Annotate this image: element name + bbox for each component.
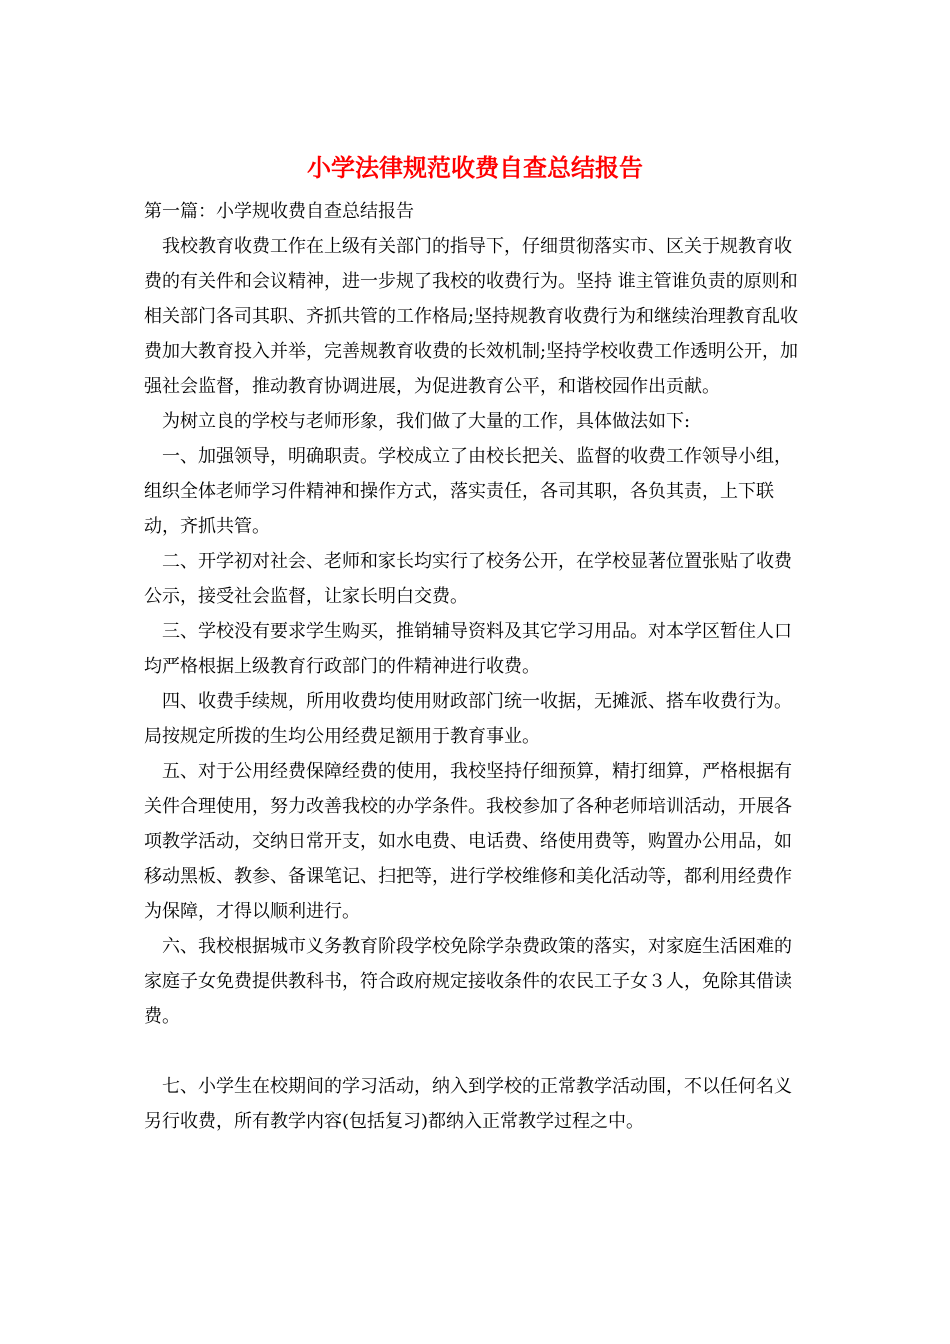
paragraph-item-5: 五、对于公用经费保障经费的使用，我校坚持仔细预算，精打细算，严格根据有关件合理使用，努力改善我校的办学条件。我校参加了各种老师培训活动，开展各项教学活动，交纳日常开支，如水电费、电话费、络使用费等，购置办公用品，如移动黑板、教参、备课笔记、扫把等，进行学校维修和美化活动等，都利用经费作为保障，才得以顺利进行。 (144, 761, 792, 922)
paragraph-item-6: 六、我校根据城市义务教育阶段学校免除学杂费政策的落实，对家庭生活困难的家庭子女免费提供教科书，符合政府规定接收条件的农民工子女３人，免除其借读费。 (144, 936, 792, 1027)
paragraph-item-2: 二、开学初对社会、老师和家长均实行了校务公开，在学校显著位置张贴了收费公示，接受社会监督，让家长明白交费。 (144, 551, 792, 607)
paragraph-item-7: 七、小学生在校期间的学习活动，纳入到学校的正常教学活动围，不以任何名义另行收费，所有教学内容(包括复习)都纳入正常教学过程之中。 (144, 1076, 792, 1132)
paragraph-item-4: 四、收费手续规，所用收费均使用财政部门统一收据，无摊派、搭车收费行为。局按规定所拨的生均公用经费足额用于教育事业。 (144, 691, 792, 747)
paragraph-item-3: 三、学校没有要求学生购买，推销辅导资料及其它学习用品。对本学区暂住人口均严格根据上级教育行政部门的件精神进行收费。 (144, 621, 792, 677)
paragraph-methods-lead: 为树立良的学校与老师形象，我们做了大量的工作，具体做法如下: (162, 411, 691, 432)
paragraph-intro: 我校教育收费工作在上级有关部门的指导下，仔细贯彻落实市、区关于规教育收费的有关件和会议精神，进一步规了我校的收费行为。坚持 谁主管谁负责的原则和相关部门各司其职、齐抓共管的工作格局;坚持规教育收费行为和继续治理教育乱收费加大教育投入并举，完善规教育收费的长效机制;坚持学校收费工作透明公开，加强社会监督，推动教育协调进展，为促进教育公平，和谐校园作出贡献。 (144, 236, 799, 397)
paragraph-item-1: 一、加强领导，明确职责。学校成立了由校长把关、监督的收费工作领导小组，组织全体老师学习件精神和操作方式，落实责任，各司其职，各负其责，上下联动，齐抓共管。 (144, 446, 792, 537)
document-body (144, 194, 808, 1139)
document-title: 小学法律规范收费自查总结报告 (307, 153, 643, 182)
section-heading: 第一篇：小学规收费自查总结报告 (144, 201, 414, 222)
